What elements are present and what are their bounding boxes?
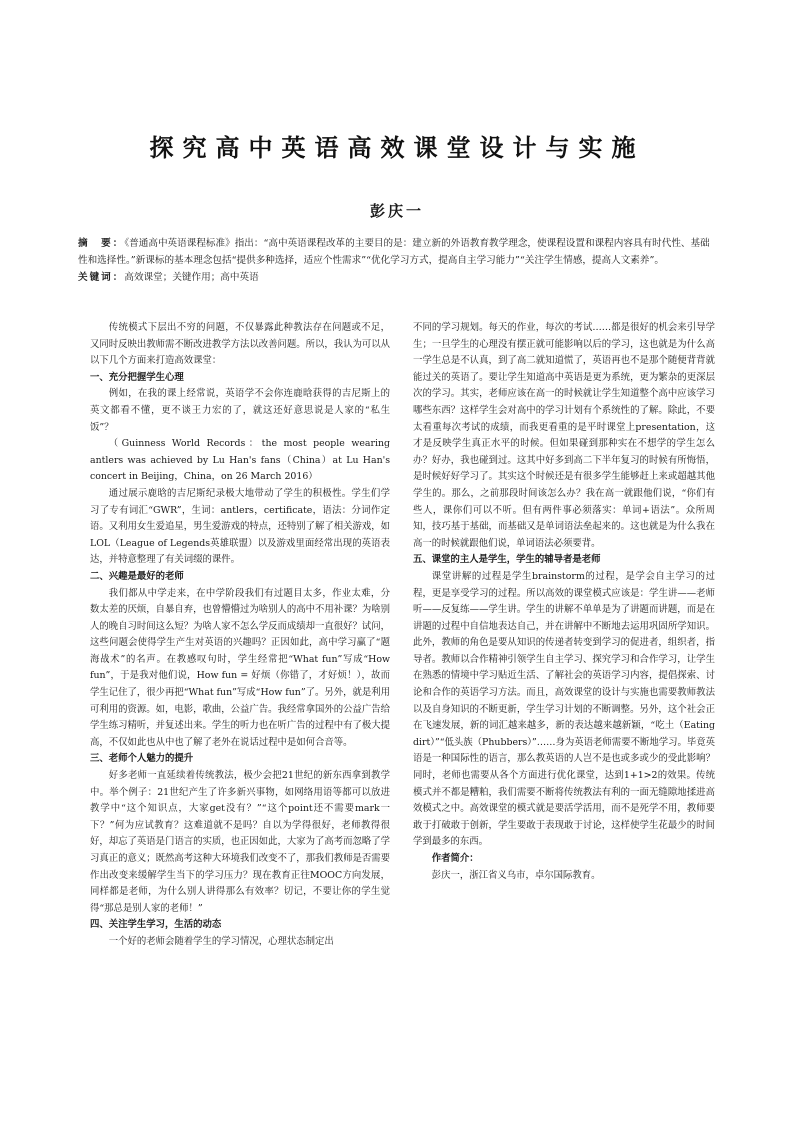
section-heading: 四、关注学生学习，生活的动态	[90, 919, 222, 931]
body-paragraph: 传统模式下层出不穷的问题，不仅暴露此种教法存在问题或不足，又同时反映出教师需不断改进教学方法以改善问题。所以，我认为可以从以下几个方面来打造高效课堂：	[90, 322, 391, 367]
section-heading: 一、充分把握学生心理	[90, 371, 184, 383]
abstract-label: 摘 要：	[78, 238, 125, 249]
paper-title: 探究高中英语高效课堂设计与实施	[149, 134, 645, 162]
abstract-text-row	[78, 236, 716, 269]
abstract-block	[78, 236, 716, 287]
section-heading: 二、兴趣是最好的老师	[90, 570, 184, 582]
right-column	[413, 320, 715, 884]
body-paragraph: 课堂讲解的过程是学生brainstorm的过程，是学会自主学习的过程，更是享受学习的过程。所以高效的课堂模式应该是：学生讲——老师听——反复练——学生讲。学生的讲解不单单是为了讲题而讲题，而是在讲题的过程中自信地表达自己，并在讲解中不断地去运用巩固所学知识。此外，教师的角色是要从知识的传递者转变到学习的促进者，组织者，指导者。教师以合作精神引领学生自主学习、探究学习和合作学习，让学生在熟悉的情境中学习贴近生活、了解社会的英语学习内容，提倡探索、讨论和合作的英语学习方法。而且，高效课堂的设计与实施也需要教师教法以及自身知识的不断更新，学生学习计划的不断调整。另外，这个社会正在飞速发展，新的词汇越来越多，新的表达越来越新颖，“吃土（Eating dirt）”“低头族（Phubbers）”……身为英语老师需要不断地学习。毕竟英语是一种国际性的语言，那么教英语的人岂不是也或多或少的受此影响？同时，老师也需要从各个方面进行优化课堂，达到1+1>2的效果。传统模式并不都是糟粕，我们需要不断将传统教法有利的一面无缝隙地揉进高效模式之中。高效课堂的模式就是要活学活用，而不是死学不用，教师要敢于打破敢于创新，学生要敢于表现敢于讨论，这样使学生花最少的时间学到最多的东西。	[413, 570, 715, 848]
bio-text: 彭庆一，浙江省义乌市，卓尔国际教育。	[431, 869, 601, 881]
body-paragraph: 不同的学习规划。每天的作业，每次的考试……都是很好的机会来引导学生；一旦学生的心理没有摆正就可能影响以后的学习，这也就是为什么高一学生总是不认真，到了高二就知道慌了，英语再也不是那个随便背背就能过关的英语了。要让学生知道高中英语是更为系统，更为繁杂的更深层次的学习。其实，老师应该在高一的时候就让学生知道整个高中应该学习哪些东西？这样学生会对高中的学习计划有个系统性的了解。除此，不要太看重每次考试的成绩，而我更看重的是平时课堂上presentation，这才是反映学生真正水平的时候。但如果碰到那种实在不想学的学生怎么办？好办，我也碰到过。这其中好多到高二下半年复习的时候有所悔悟，是时候好好学习了。其实这个时候还是有很多学生能够赶上来或超越其他学生的。那么，之前那段时间该怎么办？我在高一就跟他们说，“你们有些人，课你们可以不听。但有两件事必须落实：单词+语法”。众所周知，技巧基于基础，而基础又是单词语法垒起来的。这也就是为什么我在高一的时候就跟他们说，单词语法必须要背。	[413, 322, 715, 549]
body-paragraph: （Guinness World Records：the most people wearing antlers was achieved by Lu Han's fans（China）at Lu Han's concert in Beijing，China，on 26 March 2016）	[90, 438, 390, 483]
bio-label: 作者简介：	[431, 853, 479, 864]
author-name: 彭庆一	[369, 202, 424, 220]
body-paragraph: 我们都从中学走来，在中学阶段我们有过题目太多，作业太难，分数太差的厌烦，自暴自弃，也曾懵懵过为啥别人的高中不用补课？为啥别人的晚自习时间这么短？为啥人家不怎么学反而成绩却一直很好？试问，这些问题会使得学生产生对英语的兴趣吗？正因如此，高中学习赢了“题海战术”的名声。在教感叹句时，学生经常把“What fun”写成“How fun”，于是我对他们说，How fun = 好烦（你错了，才好烦！），故而学生记住了，很少再把“What fun”写成“How fun”了。另外，就是利用可利用的资源。如，电影，歌曲，公益广告。我经常拿国外的公益广告给学生练习精听，并复述出来。学生的听力也在听广告的过程中有了极大提高，不仅如此也从中也了解了老外在说话过程中是如何合音等。	[90, 587, 391, 748]
section-heading: 三、老师个人魅力的提升	[90, 753, 194, 765]
right-column-body	[413, 320, 715, 851]
left-column	[90, 320, 390, 951]
section-heading: 五、课堂的主人是学生，学生的辅导者是老师	[413, 554, 601, 566]
keywords-label: 关键词：	[78, 272, 125, 283]
keywords-text: 高效课堂；关键作用；高中英语	[124, 272, 259, 283]
body-paragraph: 好多老师一直延续着传统教法，极少会把21世纪的新东西拿到教学中。举个例子：21世纪产生了许多新兴事物，如网络用语等都可以放进教学中“这个知识点，大家get没有？”“这个point还不需要mark一下？”何为应试教育？这难道就不是吗？自以为学得很好，老师教得很好，却忘了英语是门语言的实质，也正因如此，大家为了高考而忽略了学习真正的意义；既然高考这种大环境我们改变不了，那我们教师是否需要作出改变来缓解学生当下的学习压力？现在教育正往MOOC方向发展，同样都是老师，为什么别人讲得那么有效率？切记，不要让你的学生觉得“那总是别人家的老师！”	[90, 770, 391, 914]
abstract-text: 《普通高中英语课程标准》指出：“高中英语课程改革的主要目的是：建立新的外语教育教学理念，使课程设置和课程内容具有时代性、基础性和选择性。”新课标的基本理念包括“提供多种选择，适应个性需求”“优化学习方式，提高自主学习能力”“关注学生情感，提高人文素养”。	[78, 238, 710, 266]
body-paragraph: 通过展示鹿晗的吉尼斯纪录极大地带动了学生的积极性。学生们学习了专有词汇“GWR”，生词：antlers，certificate，语法：分词作定语。又利用女生爱追星，男生爱游戏的特点，还特别了解了相关游戏，如LOL（League of Legends英雄联盟）以及游戏里面经常出现的英语表达，并特意整理了有关词缀的课件。	[90, 487, 391, 566]
body-paragraph: 例如，在我的课上经常说，英语学不会你连鹿晗获得的吉尼斯上的英文都看不懂，更不谈王力宏的了，就这还好意思说是人家的“私生饭”？	[90, 388, 390, 433]
keywords-row	[78, 270, 716, 287]
body-paragraph: 一个好的老师会随着学生的学习情况，心理状态制定出	[108, 935, 334, 947]
